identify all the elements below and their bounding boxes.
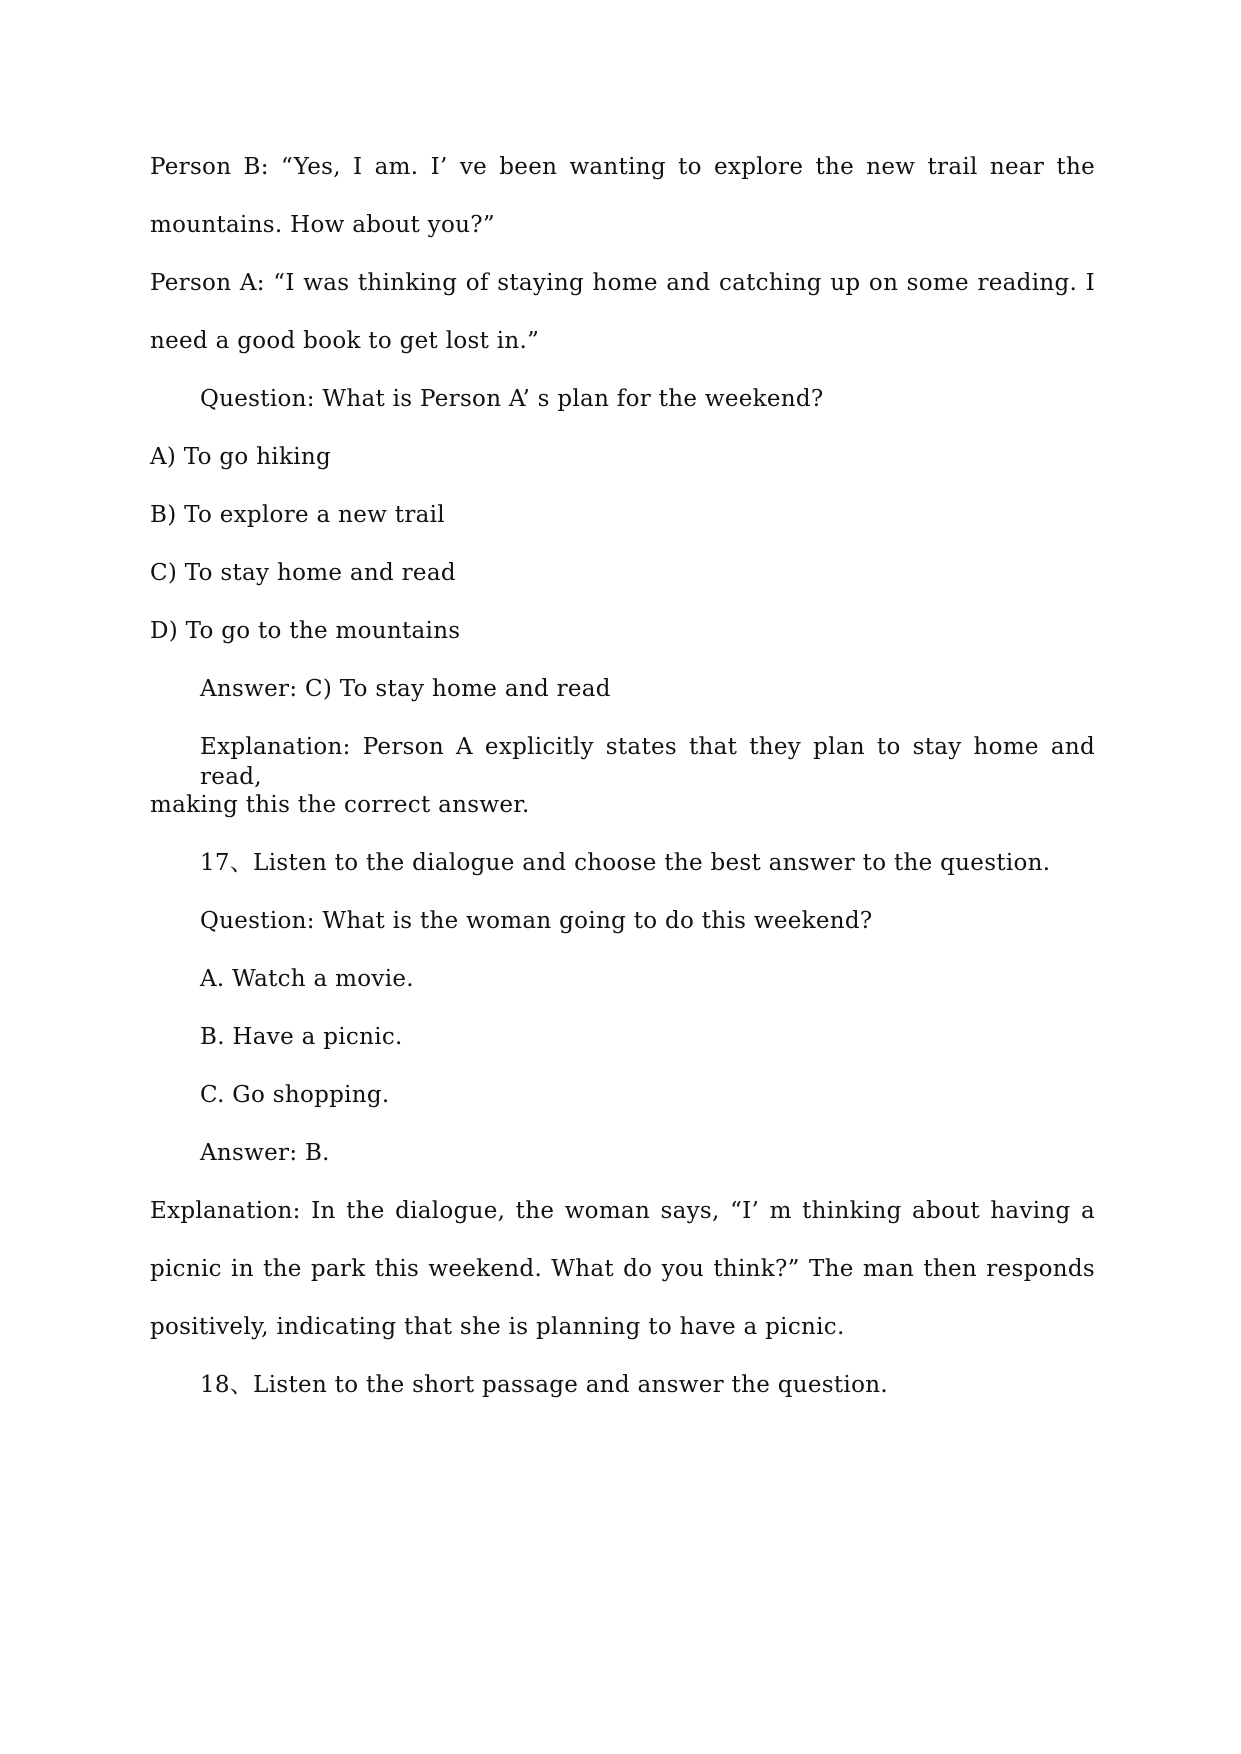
answer-text: Answer: B. [200,1140,330,1166]
question-heading-18: 18、Listen to the short passage and answer the question. [200,1372,888,1398]
paragraph-line: mountains. How about you?” [150,212,495,238]
paragraph-line: need a good book to get lost in.” [150,328,540,354]
answer-text: Answer: C) To stay home and read [200,676,611,702]
explanation-line: Explanation: In the dialogue, the woman says, “I’ m thinking about having a [150,1198,1095,1224]
option-c: C) To stay home and read [150,560,456,586]
question-heading-17: 17、Listen to the dialogue and choose the best answer to the question. [200,850,1051,876]
paragraph-line: Person B: “Yes, I am. I’ ve been wanting to explore the new trail near the [150,154,1095,180]
explanation-line: positively, indicating that she is planning to have a picnic. [150,1314,845,1340]
option-b: B. Have a picnic. [200,1024,403,1050]
explanation-line: picnic in the park this weekend. What do you think?” The man then responds [150,1256,1095,1282]
question-text: Question: What is the woman going to do this weekend? [200,908,873,934]
option-b: B) To explore a new trail [150,502,445,528]
question-text: Question: What is Person A’ s plan for the weekend? [200,386,824,412]
explanation-line: making this the correct answer. [150,792,530,818]
paragraph-line: Person A: “I was thinking of staying home and catching up on some reading. I [150,270,1095,296]
option-a: A) To go hiking [150,444,331,470]
option-c: C. Go shopping. [200,1082,390,1108]
option-d: D) To go to the mountains [150,618,461,644]
explanation-line: Explanation: Person A explicitly states that they plan to stay home and read, [200,734,1095,790]
option-a: A. Watch a movie. [200,966,414,992]
